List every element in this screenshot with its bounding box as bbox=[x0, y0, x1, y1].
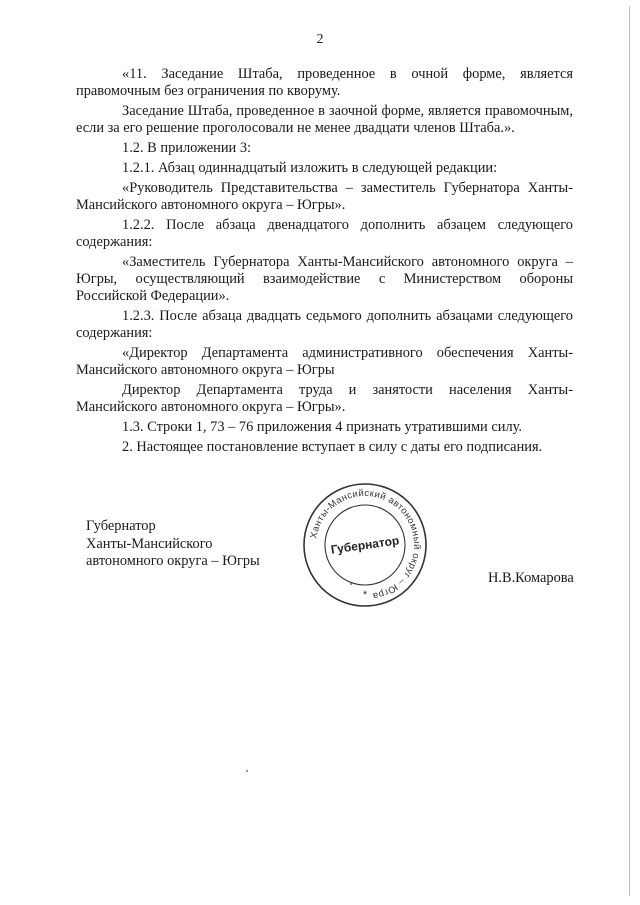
document-body bbox=[76, 66, 573, 456]
paragraph-1-2-2: 1.2.2. После абзаца двенадцатого дополнить абзацем следующего содержания: bbox=[76, 217, 573, 250]
paragraph-direktor-trud: Директор Департамента труда и занятости населения Ханты-Мансийского автономного округа – Югры». bbox=[76, 382, 573, 415]
paragraph-1-2-3: 1.2.3. После абзаца двадцать седьмого дополнить абзацами следующего содержания: bbox=[76, 308, 573, 341]
paragraph-zaochnaya: Заседание Штаба, проведенное в заочной форме, является правомочным, если за его решение проголосовали не менее двадцати членов Штаба.». bbox=[76, 103, 573, 136]
stamp-star: * bbox=[362, 589, 368, 601]
signer-name: Н.В.Комарова bbox=[488, 570, 574, 586]
stamp-center-text: Губернатор bbox=[329, 533, 401, 557]
paragraph-11-ochnaya: «11. Заседание Штаба, проведенное в очной форме, является правомочным без ограничения по кворуму. bbox=[76, 66, 573, 99]
paragraph-2: 2. Настоящее постановление вступает в силу с даты его подписания. bbox=[122, 439, 543, 455]
paragraph-zamestitel: «Заместитель Губернатора Ханты-Мансийского автономного округа – Югры, осуществляющий взаимодействие с Министерством обороны Российской Федерации». bbox=[76, 254, 573, 304]
signature-position-line: автономного округа – Югры bbox=[86, 553, 260, 569]
paragraph-rukovoditel: «Руководитель Представительства – заместитель Губернатора Ханты-Мансийского автономного округа – Югры». bbox=[76, 180, 573, 213]
paragraph-1-2: 1.2. В приложении 3: bbox=[122, 140, 252, 156]
paragraph-1-3: 1.3. Строки 1, 73 – 76 приложения 4 признать утратившими силу. bbox=[122, 419, 522, 435]
scan-speck bbox=[246, 770, 248, 772]
paragraph-1-2-1: 1.2.1. Абзац одиннадцатый изложить в следующей редакции: bbox=[122, 160, 498, 176]
signature-position bbox=[86, 518, 260, 571]
scan-speck bbox=[350, 583, 352, 585]
page-number: 2 bbox=[316, 32, 324, 47]
signature-position-line: Ханты-Мансийского bbox=[86, 535, 213, 552]
paragraph-direktor-admin: «Директор Департамента административного обеспечения Ханты-Мансийского автономного округа – Югры bbox=[76, 345, 573, 378]
scan-edge bbox=[629, 6, 630, 896]
signature-position-line: Губернатор bbox=[86, 518, 156, 534]
stamp-ring-text: Ханты-Мансийский автономный округ – Югра bbox=[308, 487, 423, 602]
official-stamp bbox=[300, 480, 430, 610]
